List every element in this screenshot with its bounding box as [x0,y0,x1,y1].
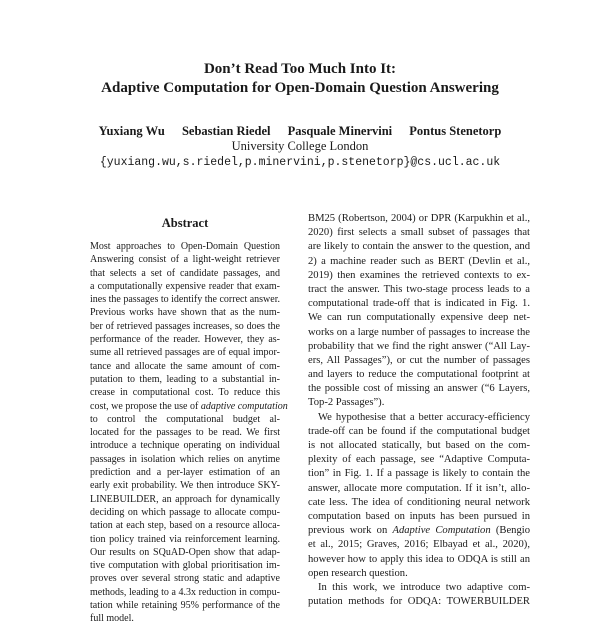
body-line: 2) a machine reader such as BERT (Devlin et al., [308,255,530,267]
body-line: tion” in Fig. 1. If a passage is likely to contain the [308,468,530,480]
body-line-mixed [308,524,530,538]
abstract-line: tation at each step, based on a resource alloca- [90,520,280,532]
abstract-line: prediction and a per-layer estimation of an [90,467,280,479]
body-line: et al., 2015; Graves, 2016; Elbayad et al., 2020), [308,539,530,551]
body-line: are likely to contain the answer to the question, and [308,241,530,253]
body-line: BM25 (Robertson, 2004) or DPR (Karpukhin et al., [308,213,530,224]
body-line: putation methods for ODQA: TOWERBUILDER [308,596,530,608]
body-text: (Bengio [490,525,530,537]
body-line: works on a large number of passages to increase the [308,326,530,338]
author-list [0,124,600,139]
paper-title [0,60,600,98]
abstract-line: ber of retrieved passages increases, so does the [90,320,280,332]
author-emails: {yuxiang.wu,s.riedel,p.minervini,p.stenetorp}@cs.ucl.ac.uk [99,156,501,169]
adaptive-computation-ref: Adaptive Computation [392,525,491,537]
abstract-line: located for the passages to be read. We first [90,427,280,439]
adaptive-computation-term: adaptive computation [200,400,288,412]
body-column-right [308,212,530,609]
author-name: Sebastian Riedel [181,124,271,138]
abstract-line: tance and allocate the same amount of com- [90,360,280,372]
abstract-line: Previous works have shown that as the num- [90,307,280,319]
body-line: We can run computationally expensive deep net- [308,312,530,324]
body-line: tract the answer. This two-stage process leads to a [308,283,530,295]
abstract-text: cost, we propose the use of [90,400,201,412]
abstract-line: Most approaches to Open-Domain Question [90,241,280,252]
abstract-line: passages in isolation which relies on anytime [90,453,280,465]
abstract-line: putation to them, leading to a substantial in- [90,373,280,385]
abstract-line: full model. [90,613,134,625]
body-line: the possible cost of missing an answer (“6 Layers, [308,383,530,395]
abstract-line: early exit probability. We then introduce SKY- [90,480,280,492]
body-line: We hypothesise that a better accuracy-efficiency [318,411,530,423]
body-line: 2019) then examines the retrieved contexts to ex- [308,269,530,281]
abstract-line: proves over several strong static and adaptive [90,573,280,585]
abstract-line: LINEBUILDER, an approach for dynamically [90,493,280,505]
title-line-1: Don’t Read Too Much Into It: [203,61,397,77]
abstract-heading: Abstract [161,216,209,230]
abstract-line: tation while retaining 95% performance of the [90,600,280,612]
abstract-line: tive computation with global prioritisation im- [90,560,280,572]
body-line: is not allocated statically, but based on the com- [308,440,530,451]
affiliation: University College London [231,139,369,153]
author-name: Yuxiang Wu [98,124,165,138]
body-line: probability that we find the right answer (“All Lay- [308,340,530,352]
body-text: previous work on [308,525,393,537]
body-line: answer, allocate more computation. If it isn’t, allo- [308,482,530,494]
body-line: 2020) first selects a small subset of passages that [308,227,530,239]
body-line: In this work, we introduce two adaptive com- [318,581,530,593]
abstract-line: tion policy trained via reinforcement learning. [90,533,280,545]
abstract-line: that selects a set of candidate passages, and [90,267,280,279]
body-line: trade-off can be found if the computational budget [308,425,530,437]
abstract-line: a computationally expensive reader that exam- [90,280,280,292]
body-line: computation based on inputs has been pursued in [308,510,530,522]
title-line-2: Adaptive Computation for Open-Domain Question Answering [101,80,499,96]
body-line: computational trade-off that is indicated in Fig. 1. [308,298,530,310]
abstract-line: performance of the reader. However, they as- [90,334,280,346]
abstract-line: crease in computational cost. To reduce this [90,387,280,399]
body-line: cate less. The idea of conditioning neural network [308,496,530,508]
abstract-line: sume all retrieved passages are of equal impor- [90,347,280,359]
author-name: Pontus Stenetorp [409,124,502,138]
abstract-line: deciding on which passage to allocate compu- [90,506,280,518]
abstract-line-mixed [90,400,288,413]
abstract-body [90,240,288,626]
abstract-line: to control the computational budget al- [90,413,280,425]
abstract-line: introduce a technique operating on individual [90,440,280,452]
body-line: plexity of each passage, see “Adaptive Computa- [308,454,530,466]
abstract-line: methods, leading to a 4.3x reduction in compu- [90,586,280,598]
abstract-line: ines the passages to identify the correct answer. [90,294,280,306]
body-line: open research question. [308,567,408,579]
body-line: Top-2 Passages”). [308,397,385,409]
body-line: and layers to reduce the computational footprint at [308,369,530,381]
abstract-line: Our results on SQuAD-Open show that adap- [90,546,280,558]
author-name: Pasquale Minervini [287,124,393,138]
body-line: however how to apply this idea to ODQA is still an [308,553,530,565]
abstract-line: Answering consist of a light-weight retriever [90,254,280,266]
body-line: ers, All Passages”), or cut the number of passages [308,354,530,366]
